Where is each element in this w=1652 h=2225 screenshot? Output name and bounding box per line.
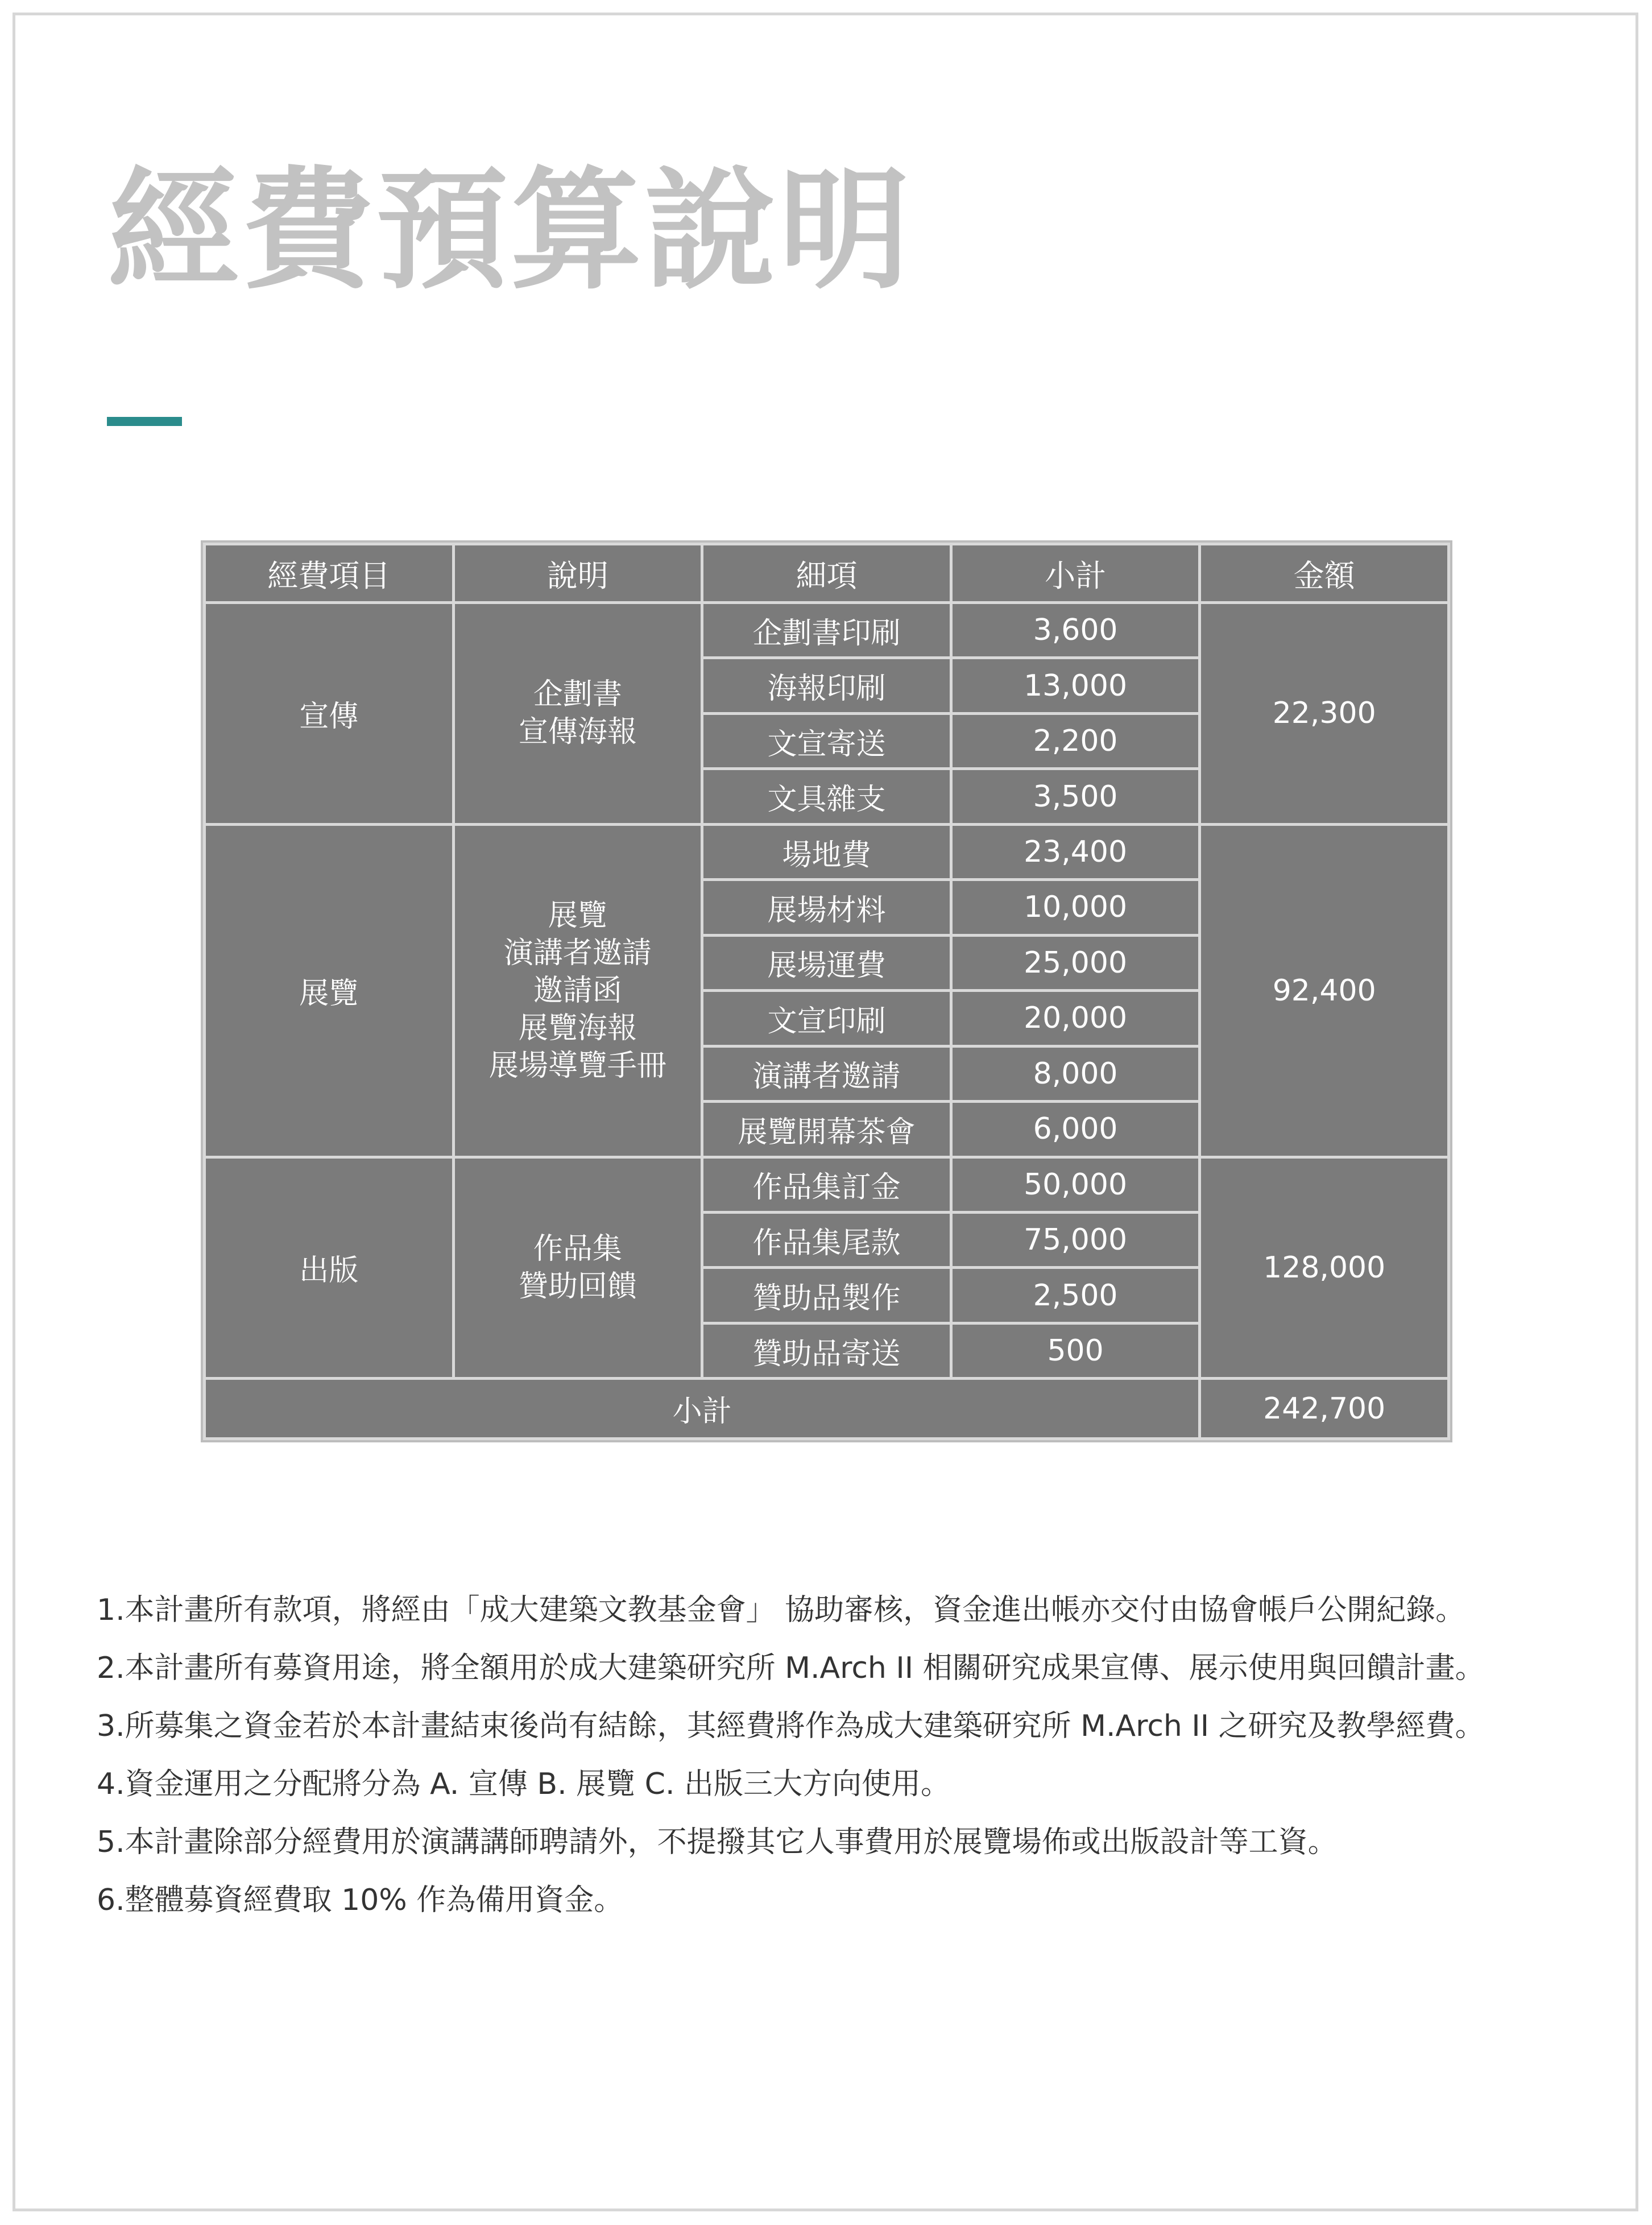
total-amount-cell: 242,700 [1200, 1379, 1449, 1439]
item-name-cell: 作品集尾款 [702, 1212, 951, 1267]
description-line: 展場導覽手冊 [488, 1048, 666, 1083]
item-name-cell: 作品集訂金 [702, 1157, 951, 1212]
header-cell: 細項 [702, 544, 951, 603]
budget-table [203, 543, 1450, 1440]
note-item: 5.本計畫除部分經費用於演講講師聘請外，不提撥其它人事費用於展覽場佈或出版設計等工資。 [97, 1825, 1338, 1859]
total-label-cell: 小計 [205, 1379, 1200, 1439]
item-subtotal-cell: 8,000 [951, 1046, 1200, 1101]
item-subtotal-cell: 23,400 [951, 824, 1200, 879]
item-name-cell: 文宣印刷 [702, 991, 951, 1046]
item-subtotal-cell: 75,000 [951, 1212, 1200, 1267]
description-line: 演講者邀請 [503, 936, 652, 970]
item-subtotal-cell: 25,000 [951, 935, 1200, 990]
description-line: 展覽海報 [518, 1011, 637, 1045]
notes-list [97, 1581, 1575, 1929]
item-subtotal-cell: 50,000 [951, 1157, 1200, 1212]
item-subtotal-cell: 500 [951, 1323, 1200, 1378]
item-subtotal-cell: 3,600 [951, 603, 1200, 658]
header-cell: 金額 [1200, 544, 1449, 603]
item-subtotal-cell: 2,200 [951, 713, 1200, 768]
group-amount-cell: 92,400 [1200, 824, 1449, 1157]
table-row [205, 824, 1449, 879]
item-subtotal-cell: 20,000 [951, 991, 1200, 1046]
description-line: 企劃書 [533, 677, 622, 712]
item-subtotal-cell: 3,500 [951, 769, 1200, 824]
item-name-cell: 企劃書印刷 [702, 603, 951, 658]
category-cell: 宣傳 [205, 603, 454, 825]
description-line: 贊助回饋 [518, 1269, 637, 1304]
item-name-cell: 演講者邀請 [702, 1046, 951, 1101]
description-cell [453, 603, 702, 825]
item-name-cell: 海報印刷 [702, 658, 951, 713]
description-line: 展覽 [548, 898, 607, 933]
note-item: 1.本計畫所有款項，將經由「成大建築文教基金會」 協助審核，資金進出帳亦交付由協會帳戶公開紀錄。 [97, 1593, 1465, 1627]
note-item: 4.資金運用之分配將分為 A. 宣傳 B. 展覽 C. 出版三大方向使用。 [97, 1767, 951, 1801]
description-line: 邀請函 [533, 973, 622, 1008]
category-cell: 展覽 [205, 824, 454, 1157]
item-subtotal-cell: 2,500 [951, 1268, 1200, 1323]
header-cell: 經費項目 [205, 544, 454, 603]
total-row [205, 1379, 1449, 1439]
header-cell: 說明 [453, 544, 702, 603]
item-name-cell: 場地費 [702, 824, 951, 879]
item-name-cell: 展覽開幕茶會 [702, 1102, 951, 1157]
note-item: 6.整體募資經費取 10% 作為備用資金。 [97, 1883, 624, 1917]
description-cell [453, 1157, 702, 1379]
table-row [205, 603, 1449, 658]
group-amount-cell: 22,300 [1200, 603, 1449, 825]
item-name-cell: 贊助品製作 [702, 1268, 951, 1323]
group-amount-cell: 128,000 [1200, 1157, 1449, 1379]
description-cell [453, 824, 702, 1157]
table-header-row [205, 544, 1449, 603]
item-name-cell: 文宣寄送 [702, 713, 951, 768]
header-cell: 小計 [951, 544, 1200, 603]
item-name-cell: 展場運費 [702, 935, 951, 990]
page-title: 經費預算說明 [108, 154, 914, 307]
item-name-cell: 文具雜支 [702, 769, 951, 824]
description-line: 宣傳海報 [518, 715, 637, 750]
table-row [205, 1157, 1449, 1212]
note-item: 3.所募集之資金若於本計畫結束後尚有結餘，其經費將作為成大建築研究所 M.Arch II 之研究及教學經費。 [97, 1709, 1485, 1743]
item-name-cell: 展場材料 [702, 880, 951, 935]
item-name-cell: 贊助品寄送 [702, 1323, 951, 1378]
category-cell: 出版 [205, 1157, 454, 1379]
description-line: 作品集 [533, 1231, 622, 1266]
item-subtotal-cell: 13,000 [951, 658, 1200, 713]
title-accent-bar [107, 417, 182, 426]
item-subtotal-cell: 10,000 [951, 880, 1200, 935]
note-item: 2.本計畫所有募資用途，將全額用於成大建築研究所 M.Arch II 相關研究成果宣傳、展示使用與回饋計畫。 [97, 1651, 1485, 1685]
item-subtotal-cell: 6,000 [951, 1102, 1200, 1157]
